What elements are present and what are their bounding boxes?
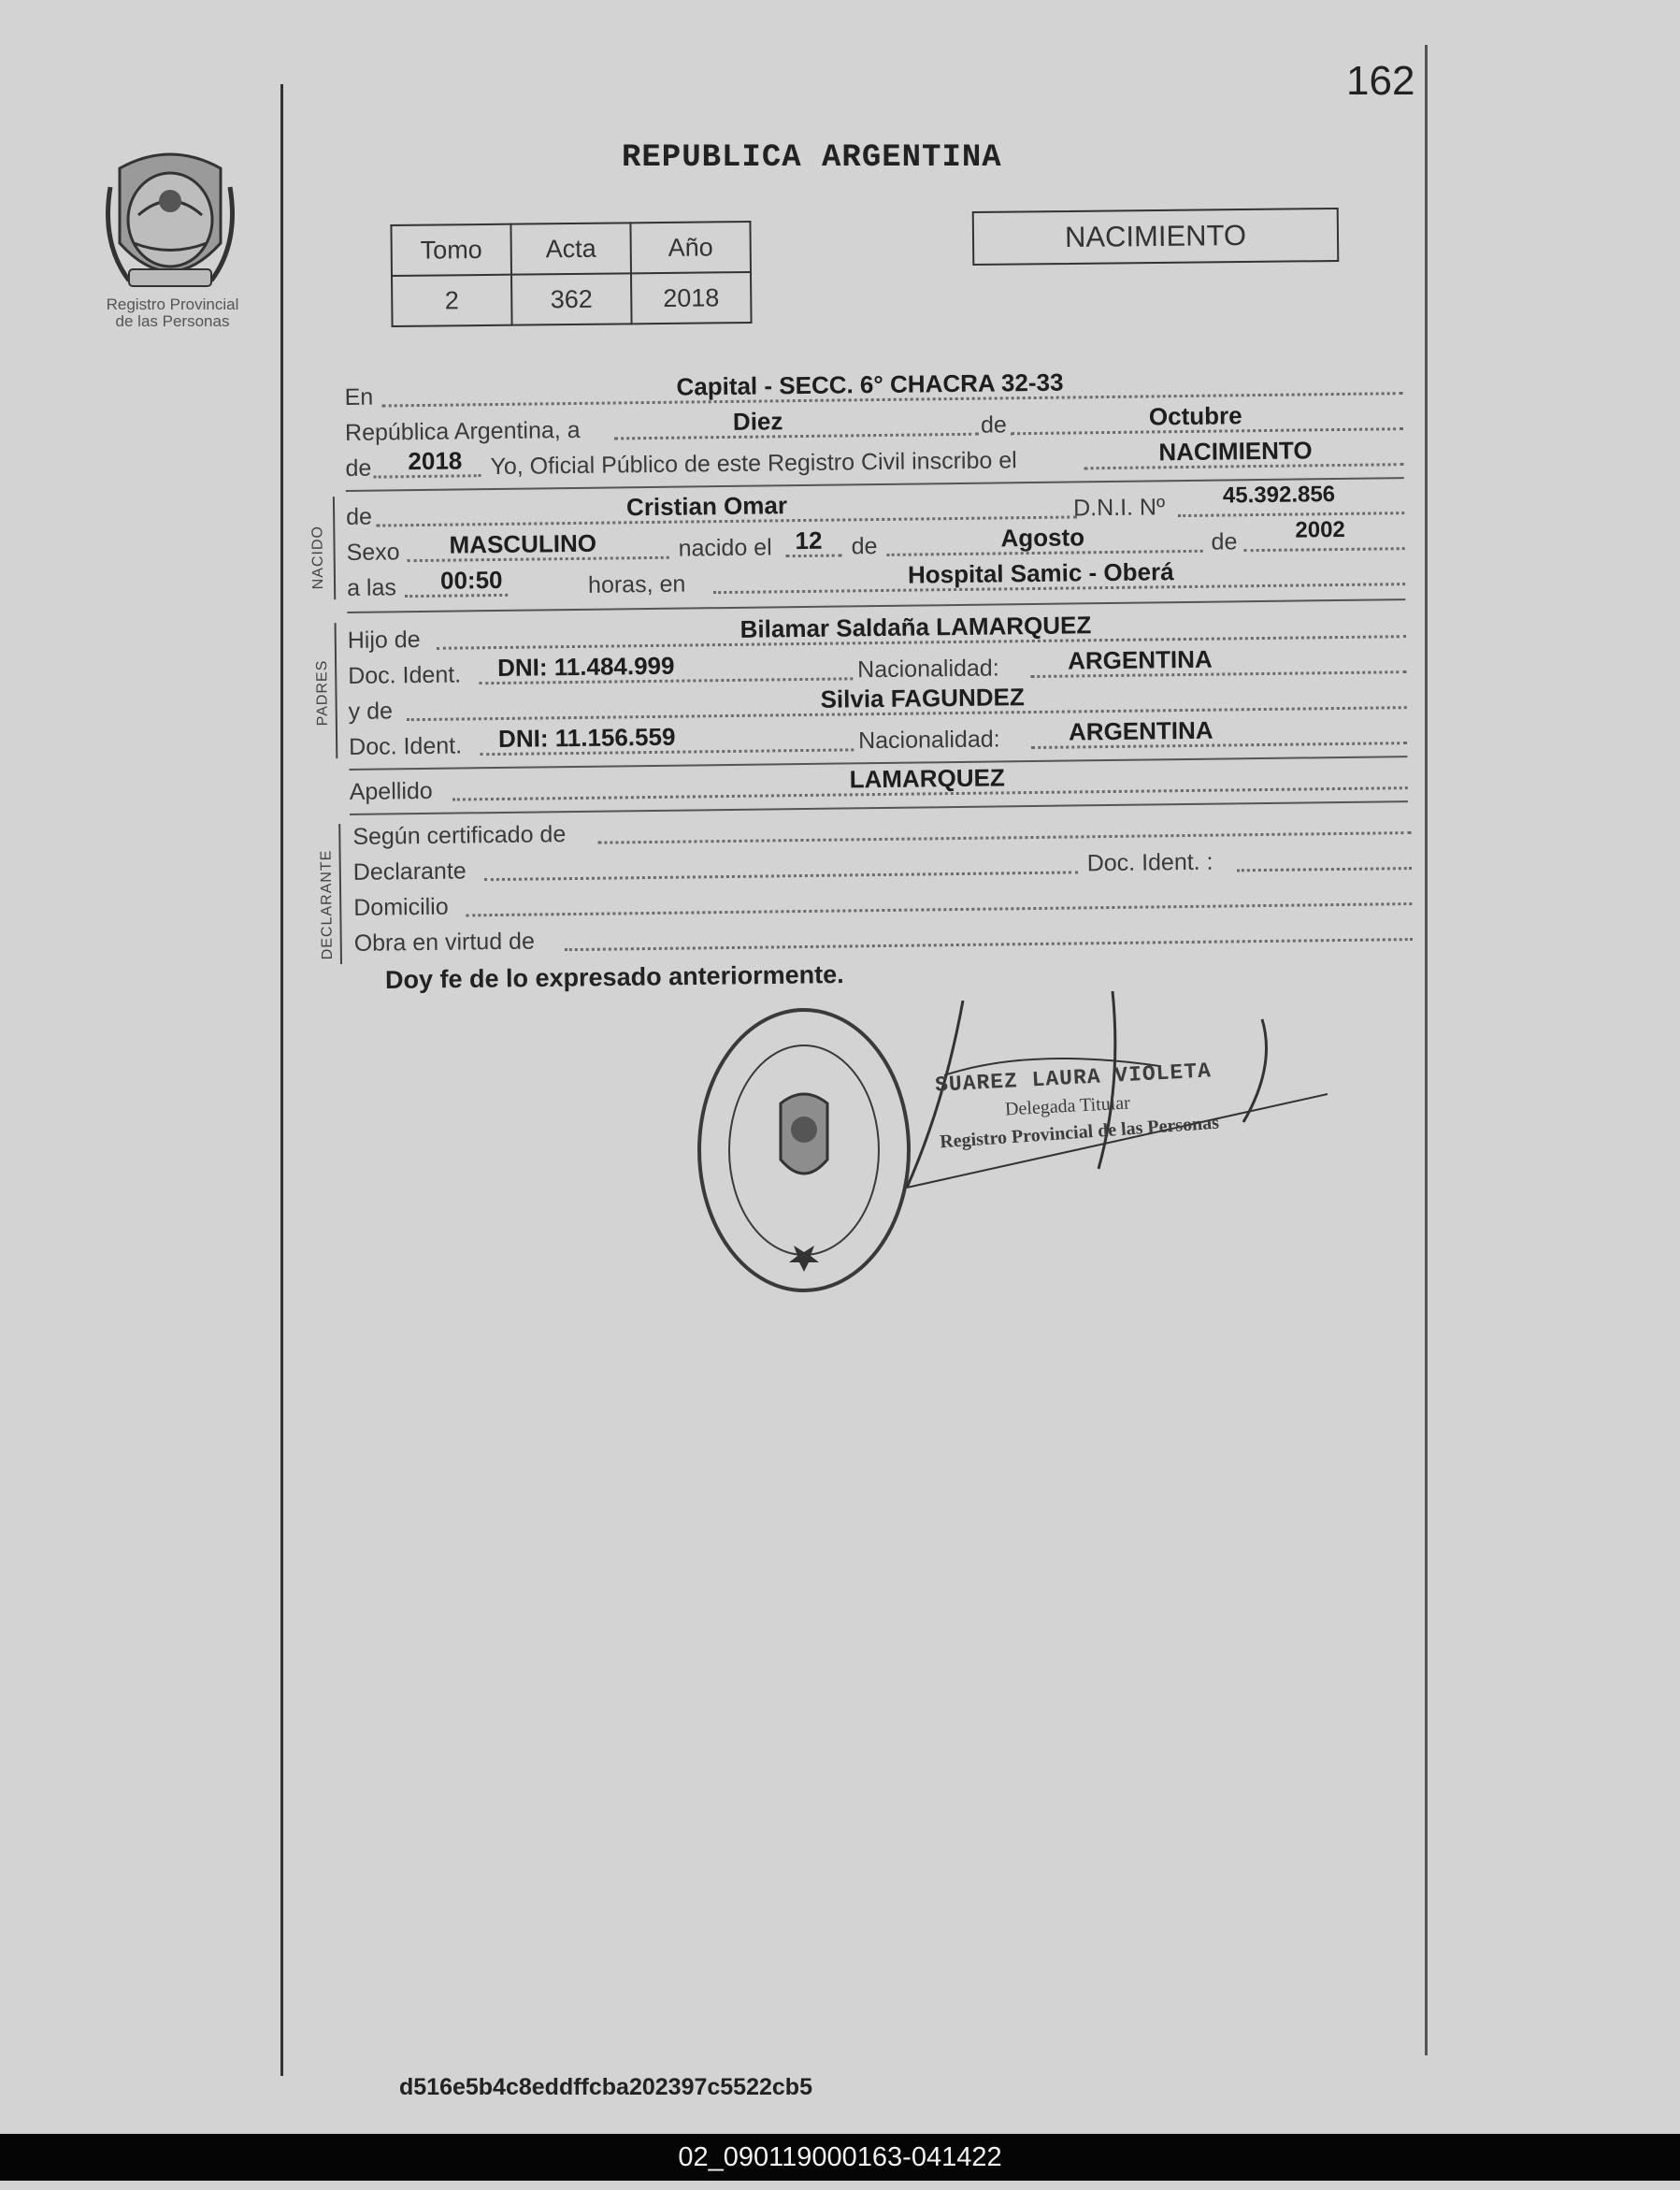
label-doc-ident-colon: Doc. Ident. : <box>1086 848 1213 877</box>
label-declarante: Declarante <box>352 857 467 886</box>
father-nationality-value: ARGENTINA <box>1067 644 1213 675</box>
birth-place-value: Hospital Samic - Oberá <box>907 557 1174 589</box>
header-acta: Acta <box>510 223 631 274</box>
document-title: REPUBLICA ARGENTINA <box>622 140 1002 176</box>
label-nacido-el: nacido el <box>678 534 772 562</box>
label-obra: Obra en virtud de <box>353 928 536 957</box>
label-de: de <box>345 454 372 482</box>
signatory-org: Registro Provincial de las Personas <box>939 1112 1220 1153</box>
inscribo-value: NACIMIENTO <box>1158 436 1313 467</box>
label-en: En <box>344 383 374 411</box>
section-label-nacido: NACIDO <box>309 526 327 590</box>
value-ano: 2018 <box>631 272 752 324</box>
signatory-name: SUAREZ LAURA VIOLETA <box>934 1059 1213 1098</box>
record-type-box: NACIMIENTO <box>972 208 1340 266</box>
label-domicilio: Domicilio <box>353 893 449 921</box>
signatory-role: Delegada Titular <box>1004 1092 1131 1120</box>
dotted-line <box>565 938 1413 951</box>
label-doc-ident: Doc. Ident. <box>349 732 463 760</box>
label-de: de <box>980 411 1007 439</box>
section-label-padres: PADRES <box>314 659 331 727</box>
label-inscribo: Yo, Oficial Público de este Registro Civil inscribo el <box>490 447 1017 481</box>
section-label-declarante: DECLARANTE <box>318 849 336 960</box>
section-bracket <box>335 623 338 758</box>
birth-time-value: 00:50 <box>439 565 503 595</box>
footer-id: 02_090119000163-041422 <box>678 2142 1002 2172</box>
label-y-de: y de <box>348 698 394 725</box>
dotted-line <box>614 433 979 440</box>
child-dni-value: 45.392.856 <box>1222 482 1336 509</box>
year-value: 2018 <box>408 446 463 476</box>
label-segun: Según certificado de <box>352 821 567 850</box>
dotted-line <box>1178 511 1404 517</box>
mother-doc-value: DNI: 11.156.559 <box>497 722 676 753</box>
label-sexo: Sexo <box>346 539 400 566</box>
attestation-text: Doy fe de lo expresado anteriormente. <box>384 960 844 994</box>
label-hijo-de: Hijo de <box>347 627 421 654</box>
value-tomo: 2 <box>392 275 512 326</box>
label-de: de <box>345 503 373 530</box>
header-tomo: Tomo <box>391 224 511 276</box>
dotted-line <box>1237 867 1412 872</box>
label-de: de <box>851 533 878 560</box>
mother-name-value: Silvia FAGUNDEZ <box>820 683 1025 713</box>
label-nacionalidad: Nacionalidad: <box>857 726 1000 755</box>
value-acta: 362 <box>511 273 632 324</box>
father-doc-value: DNI: 11.484.999 <box>496 651 675 683</box>
dotted-line <box>597 831 1411 844</box>
mother-nationality-value: ARGENTINA <box>1068 715 1213 746</box>
header-ano: Año <box>630 222 751 273</box>
label-republica: República Argentina, a <box>344 416 581 446</box>
father-name-value: Bilamar Saldaña LAMARQUEZ <box>739 611 1092 643</box>
section-bracket <box>338 824 342 964</box>
official-stamp-icon <box>692 1001 916 1300</box>
section-bracket <box>333 497 336 599</box>
month-value: Octubre <box>1148 401 1242 431</box>
dotted-line <box>484 871 1078 881</box>
page-number: 162 <box>1346 58 1415 104</box>
birth-day-value: 12 <box>795 526 823 555</box>
document-hash: d516e5b4c8eddffcba202397c5522cb5 <box>399 2074 812 2100</box>
label-dni: D.N.I. Nº <box>1072 494 1166 522</box>
birth-year-value: 2002 <box>1295 516 1345 543</box>
dotted-line <box>1244 547 1405 552</box>
label-nacionalidad: Nacionalidad: <box>857 655 999 684</box>
place-value: Capital - SECC. 6° CHACRA 32-33 <box>676 367 1064 401</box>
apellido-value: LAMARQUEZ <box>849 763 1005 794</box>
child-name-value: Cristian Omar <box>625 491 788 522</box>
label-horas-en: horas, en <box>587 570 686 598</box>
label-doc-ident: Doc. Ident. <box>348 661 462 689</box>
registry-label-line2: de las Personas <box>115 312 230 330</box>
label-de: de <box>1211 528 1238 555</box>
label-a-las: a las <box>346 574 397 601</box>
label-apellido: Apellido <box>349 777 433 805</box>
birth-month-value: Agosto <box>1000 523 1085 553</box>
registry-label-line1: Registro Provincial <box>106 295 239 313</box>
sexo-value: MASCULINO <box>449 528 597 559</box>
day-value: Diez <box>732 407 783 436</box>
